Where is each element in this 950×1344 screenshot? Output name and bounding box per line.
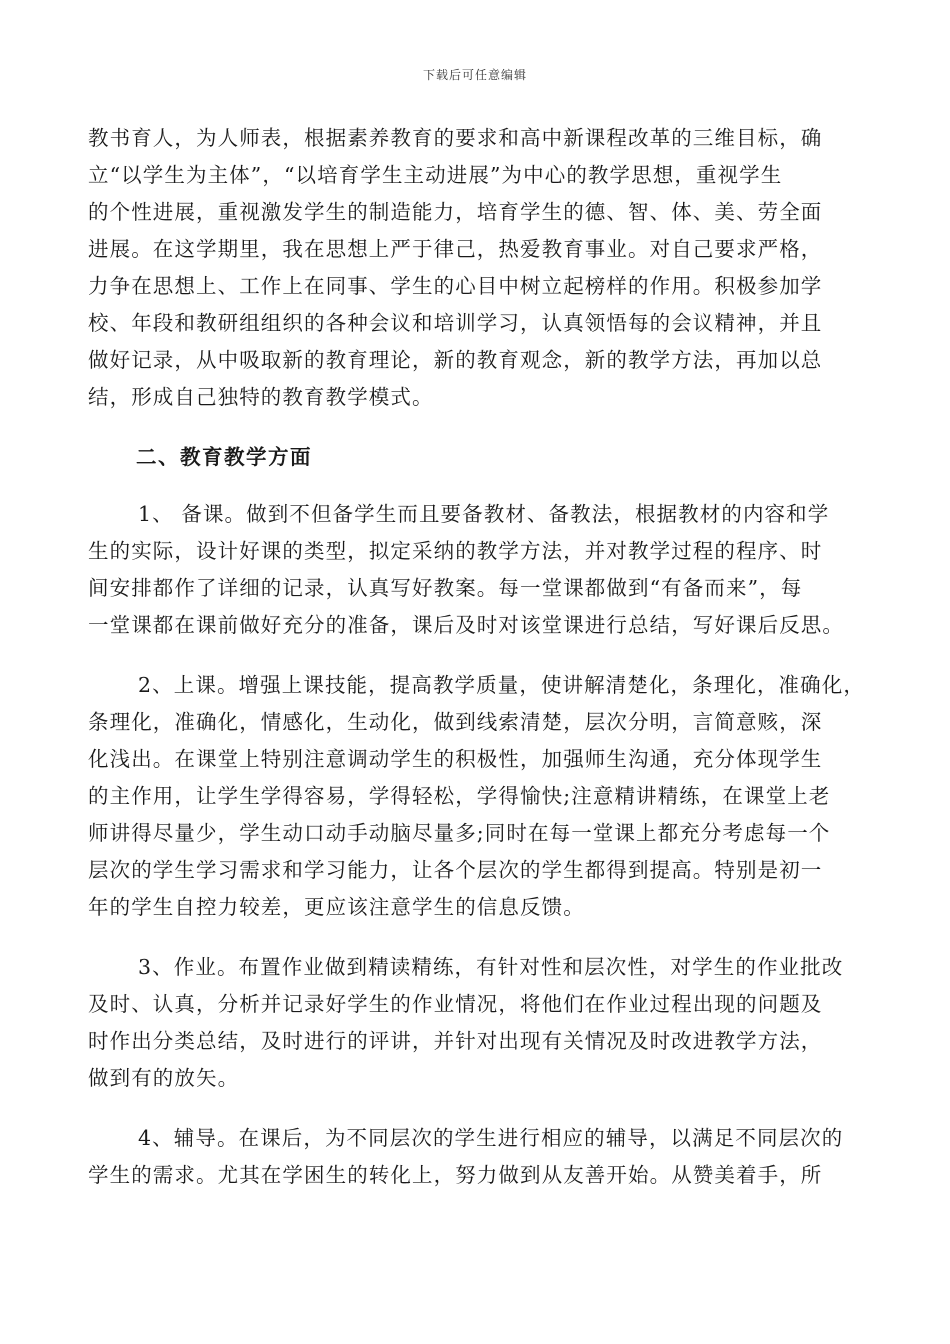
paragraph-line: 2、上课。增强上课技能，提高教学质量，使讲解清楚化，条理化，准确化， bbox=[138, 673, 865, 697]
paragraph-line: 教书育人，为人师表，根据素养教育的要求和高中新课程改革的三维目标，确 bbox=[88, 126, 823, 150]
paragraph-line: 结，形成自己独特的教育教学模式。 bbox=[88, 385, 434, 409]
paragraph-line: 进展。在这学期里，我在思想上严于律己，热爱教育事业。对自己要求严格， bbox=[88, 237, 823, 261]
paragraph-line: 师讲得尽量少，学生动口动手动脑尽量多;同时在每一堂课上都充分考虑每一个 bbox=[88, 821, 831, 845]
paragraph-line: 生的实际，设计好课的类型，拟定采纳的教学方法，并对教学过程的程序、时 bbox=[88, 539, 823, 563]
paragraph-line: 校、年段和教研组组织的各种会议和培训学习，认真领悟每的会议精神，并且 bbox=[88, 311, 823, 335]
paragraph-line: 一堂课都在课前做好充分的准备，课后及时对该堂课进行总结，写好课后反思。 bbox=[88, 613, 844, 637]
paragraph-line: 的主作用，让学生学得容易，学得轻松，学得愉快;注意精讲精练，在课堂上老 bbox=[88, 784, 831, 808]
paragraph-line: 年的学生自控力较差，更应该注意学生的信息反馈。 bbox=[88, 895, 585, 919]
paragraph-line: 1、 备课。做到不但备学生而且要备教材、备教法，根据教材的内容和学 bbox=[138, 502, 830, 526]
paragraph-line: 立“以学生为主体”，“以培育学生主动进展”为中心的教学思想，重视学生 bbox=[88, 163, 783, 187]
paragraph-line: 做好记录，从中吸取新的教育理论，新的教育观念，新的教学方法，再加以总 bbox=[88, 348, 823, 372]
paragraph-line: 化浅出。在课堂上特别注意调动学生的积极性，加强师生沟通，充分体现学生 bbox=[88, 747, 823, 771]
paragraph-line: 3、作业。布置作业做到精读精练，有针对性和层次性，对学生的作业批改 bbox=[138, 955, 844, 979]
paragraph-line: 4、辅导。在课后，为不同层次的学生进行相应的辅导，以满足不同层次的 bbox=[138, 1126, 844, 1150]
section-heading: 二、教育教学方面 bbox=[136, 445, 312, 469]
paragraph-line: 层次的学生学习需求和学习能力，让各个层次的学生都得到提高。特别是初一 bbox=[88, 858, 823, 882]
paragraph-line: 学生的需求。尤其在学困生的转化上，努力做到从友善开始。从赞美着手，所 bbox=[88, 1163, 823, 1187]
paragraph-line: 条理化，准确化，情感化，生动化，做到线索清楚，层次分明，言简意赅，深 bbox=[88, 710, 823, 734]
paragraph-line: 的个性进展，重视激发学生的制造能力，培育学生的德、智、体、美、劳全面 bbox=[88, 200, 823, 224]
paragraph-line: 时作出分类总结，及时进行的评讲，并针对出现有关情况及时改进教学方法， bbox=[88, 1029, 823, 1053]
paragraph-line: 做到有的放矢。 bbox=[88, 1066, 240, 1090]
paragraph-line: 间安排都作了详细的记录，认真写好教案。每一堂课都做到“有备而来”，每 bbox=[88, 576, 803, 600]
page-header: 下载后可任意编辑 bbox=[422, 68, 527, 82]
paragraph-line: 及时、认真，分析并记录好学生的作业情况，将他们在作业过程出现的问题及 bbox=[88, 992, 823, 1016]
paragraph-line: 力争在思想上、工作上在同事、学生的心目中树立起榜样的作用。积极参加学 bbox=[88, 274, 823, 298]
